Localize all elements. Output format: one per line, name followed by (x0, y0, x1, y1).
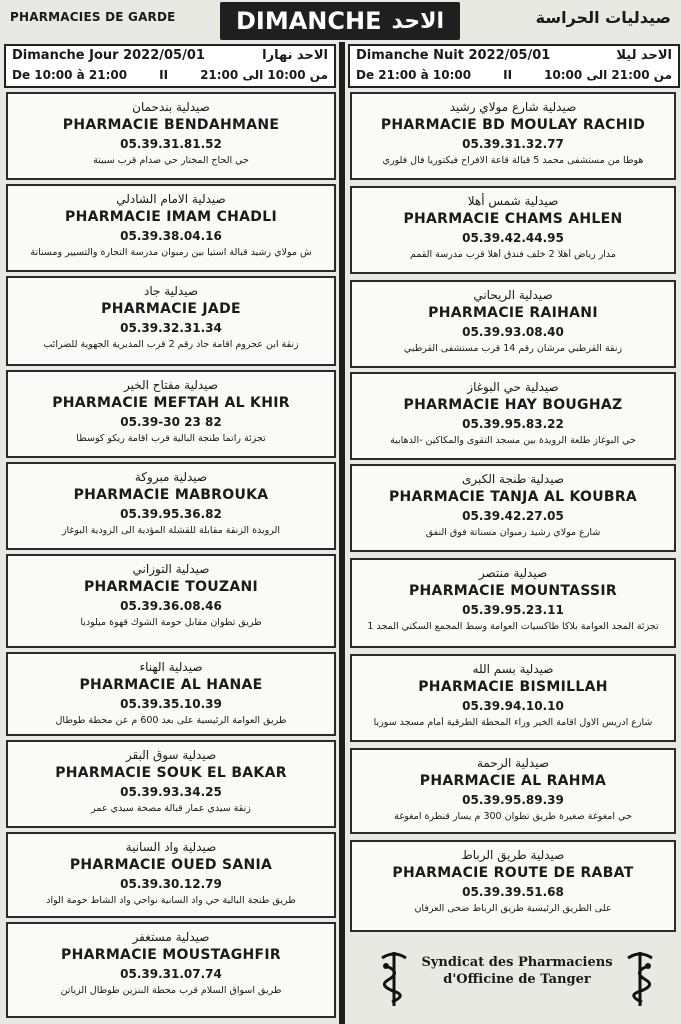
pharmacy-name-ar: صيدلية مفتاح الخير (124, 378, 218, 392)
pharmacy-card (6, 370, 336, 458)
pharmacy-name-ar: صيدلية الهناء (139, 660, 203, 674)
pharmacy-address: طريق اسواق السلام قرب محطة البنزين طوطال الزياتن (60, 985, 282, 996)
pharmacy-phone: 05.39.35.10.39 (120, 697, 222, 711)
pharmacy-address: مدار رياض أهلا 2 خلف فندق أهلا قرب مدرسة القمم (410, 249, 616, 260)
pharmacy-name: PHARMACIE JADE (101, 301, 241, 317)
pharmacy-phone: 05.39.31.32.77 (462, 137, 564, 151)
pharmacy-phone: 05.39.93.34.25 (120, 785, 222, 799)
night-hours-fr: De 21:00 à 10:00 (356, 68, 472, 82)
pharmacy-card (6, 652, 336, 736)
pharmacy-name: PHARMACIE BISMILLAH (418, 679, 608, 695)
night-column-header (348, 44, 680, 88)
pharmacy-name-ar: صيدلية طنجة الكبرى (461, 472, 565, 486)
pharmacy-card (350, 558, 676, 648)
pharmacy-phone: 05.39.95.83.22 (462, 417, 564, 431)
pharmacy-name: PHARMACIE MEFTAH AL KHIR (52, 395, 290, 411)
pharmacy-name-ar: صيدلية شمس أهلا (467, 194, 559, 208)
syndicate-line-2: d'Officine de Tanger (443, 972, 591, 987)
pharmacy-card (350, 280, 676, 368)
pharmacy-name-ar: صيدلية مستغفر (132, 930, 210, 944)
pharmacy-address: طريق طنجة البالية حي واد السانية نواحي واد الشاط حومة الواد (46, 895, 296, 906)
pharmacy-card (350, 92, 676, 180)
night-hours-separator: II (503, 68, 513, 82)
pharmacy-address: شارع ادريس الاول اقامة الخير وراء المحطة الطرقية أمام مسجد سوريا (373, 717, 653, 728)
pharmacy-name: PHARMACIE CHAMS AHLEN (403, 211, 623, 227)
pharmacy-card (6, 276, 336, 366)
pharmacy-card (6, 740, 336, 828)
pharmacy-name-ar: صيدلية طريق الرباط (461, 848, 565, 862)
pharmacy-address: شارع مولاي رشيد رمبوان مسناتة فوق النفق (425, 527, 601, 538)
pharmacy-phone: 05.39.93.08.40 (462, 325, 564, 339)
night-hours-ar: من 21:00 الى 10:00 (544, 68, 672, 82)
pharmacy-name: PHARMACIE IMAM CHADLI (65, 209, 277, 225)
column-divider (339, 42, 345, 1024)
pharmacy-address: حي البوغاز طلعة الرويدة بين مسجد التقوى والمكاكين -الدهابية (390, 435, 636, 446)
pharmacy-phone: 05.39.95.89.39 (462, 793, 564, 807)
pharmacy-name-ar: صيدلية الامام الشادلي (116, 192, 226, 206)
day-column-title: Dimanche Jour 2022/05/01 (12, 48, 205, 63)
header-left-label: PHARMACIES DE GARDE (10, 10, 176, 24)
day-column-header (4, 44, 336, 88)
pharmacy-card (6, 554, 336, 648)
pharmacy-phone: 05.39.32.31.34 (120, 321, 222, 335)
pharmacy-name-ar: صيدلية الريحاني (473, 288, 553, 302)
day-column-title-ar: الاحد نهارا (262, 48, 328, 63)
pharmacy-name: PHARMACIE MOUNTASSIR (408, 583, 618, 599)
pharmacy-address: زنقة سيدي عمار قبالة مصحة سيدي عمر (91, 803, 251, 814)
caduceus-icon (620, 946, 660, 1010)
header-right-label: صيدليات الحراسة (535, 8, 671, 27)
pharmacy-name: PHARMACIE RAIHANI (428, 305, 598, 321)
pharmacy-card (6, 92, 336, 180)
night-column-title: Dimanche Nuit 2022/05/01 (356, 48, 551, 63)
pharmacy-phone: 05.39.39.51.68 (462, 885, 564, 899)
day-hours-separator: II (159, 68, 169, 82)
pharmacy-card (6, 462, 336, 550)
night-column (348, 44, 680, 88)
day-hours-ar: من 10:00 الى 21:00 (200, 68, 328, 82)
pharmacy-name: PHARMACIE BENDAHMANE (62, 117, 280, 133)
pharmacy-address: طريق تطوان مقابل حومة الشوك قهوة ميلوديا (80, 617, 262, 628)
pharmacy-card (350, 464, 676, 552)
pharmacy-phone: 05.39.38.04.16 (120, 229, 222, 243)
pharmacy-address: تجزئة المجد العوامة بلاكا طاكسيات العوامة وسط المجمع السكني المجد 1 (367, 621, 659, 632)
poster-header (0, 0, 681, 44)
pharmacy-name: PHARMACIE SOUK EL BAKAR (55, 765, 287, 781)
syndicate-name (412, 954, 622, 988)
pharmacy-phone: 05.39.42.27.05 (462, 509, 564, 523)
pharmacy-name-ar: صيدلية بندحمان (132, 100, 210, 114)
pharmacy-card (350, 840, 676, 932)
pharmacy-address: زنقة القرطبي مرشان رقم 14 قرب مستشفى القرطبي (403, 343, 623, 354)
pharmacy-phone: 05.39-30 23 82 (120, 415, 222, 429)
pharmacy-card (350, 748, 676, 834)
syndicate-line-1: Syndicat des Pharmaciens (421, 955, 613, 970)
pharmacy-name: PHARMACIE TOUZANI (83, 579, 259, 595)
day-hours-fr: De 10:00 à 21:00 (12, 68, 128, 82)
pharmacy-card (350, 654, 676, 742)
pharmacy-card (6, 184, 336, 272)
pharmacy-name: PHARMACIE MOUSTAGHFIR (61, 947, 281, 963)
pharmacy-name: PHARMACIE OUED SANIA (69, 857, 273, 873)
pharmacy-name-ar: صيدلية حي البوغاز (467, 380, 559, 394)
pharmacy-name-ar: صيدلية مبروكة (134, 470, 208, 484)
pharmacy-name-ar: صيدلية منتصر (478, 566, 548, 580)
pharmacy-name: PHARMACIE BD MOULAY RACHID (380, 117, 646, 133)
pharmacy-phone: 05.39.31.07.74 (120, 967, 222, 981)
day-title (220, 2, 460, 40)
day-title-ar: الاحد (391, 8, 444, 34)
pharmacy-address: زنقة ابن عجروم اقامة جاد رقم 2 قرب المديرية الجهوية للضرائب (43, 339, 299, 350)
syndicate-logo (352, 940, 678, 1020)
pharmacy-address: الرويدة الزنقة مقابلة للقشلة المؤدية الى الزودية البوغاز (61, 525, 281, 536)
pharmacy-phone: 05.39.36.08.46 (120, 599, 222, 613)
pharmacy-name-ar: صيدلية شارع مولاي رشيد (449, 100, 577, 114)
pharmacy-phone: 05.39.42.44.95 (462, 231, 564, 245)
pharmacy-phone: 05.39.94.10.10 (462, 699, 564, 713)
pharmacy-name: PHARMACIE TANJA AL KOUBRA (388, 489, 638, 505)
pharmacy-name-ar: صيدلية بسم الله (472, 662, 554, 676)
pharmacy-name-ar: صيدلية الرحمة (476, 756, 550, 770)
pharmacy-address: هوطا من مستشفى محمد 5 قبالة قاعة الافراح فيكتوريا فال فلوري (382, 155, 644, 166)
pharmacy-phone: 05.39.95.23.11 (462, 603, 564, 617)
pharmacy-name-ar: صيدلية جاد (143, 284, 199, 298)
pharmacy-address: تجزئة راتما طنجة البالية قرب اقامة ريكو كوسطا (76, 433, 266, 444)
caduceus-icon (374, 946, 414, 1010)
pharmacy-address: ش مولاي رشيد قبالة استيا بين رمبوان مدرسة التجارة والتسيير ومسناتة (30, 247, 312, 258)
pharmacy-address: طريق العوامة الرئيسية على بعد 600 م عن محطة طوطال (55, 715, 287, 726)
pharmacy-card (6, 922, 336, 1018)
day-column (4, 44, 336, 88)
day-title-fr: DIMANCHE (236, 7, 382, 35)
pharmacy-name-ar: صيدلية واد السانية (125, 840, 217, 854)
pharmacy-address: حي الحاج المختار حي صدام قرب سبيتة (93, 155, 249, 166)
pharmacy-phone: 05.39.30.12.79 (120, 877, 222, 891)
pharmacy-name: PHARMACIE MABROUKA (73, 487, 269, 503)
pharmacy-card (6, 832, 336, 918)
pharmacy-phone: 05.39.95.36.82 (120, 507, 222, 521)
pharmacy-card (350, 372, 676, 460)
pharmacy-card (350, 186, 676, 274)
pharmacy-address: على الطريق الرئيسية طريق الرباط ضحى العرفان (414, 903, 612, 914)
pharmacy-name: PHARMACIE ROUTE DE RABAT (392, 865, 634, 881)
pharmacy-name: PHARMACIE HAY BOUGHAZ (403, 397, 623, 413)
night-column-title-ar: الاحد ليلا (616, 48, 672, 63)
pharmacy-address: حي امغوغة صغيرة طريق تطوان 300 م يسار قنطرة امغوغة (394, 811, 632, 822)
pharmacy-name-ar: صيدلية سوق البقر (125, 748, 217, 762)
pharmacy-name: PHARMACIE AL HANAE (79, 677, 263, 693)
pharmacy-phone: 05.39.31.81.52 (120, 137, 222, 151)
pharmacy-name-ar: صيدلية التوزاني (132, 562, 210, 576)
pharmacy-name: PHARMACIE AL RAHMA (419, 773, 607, 789)
